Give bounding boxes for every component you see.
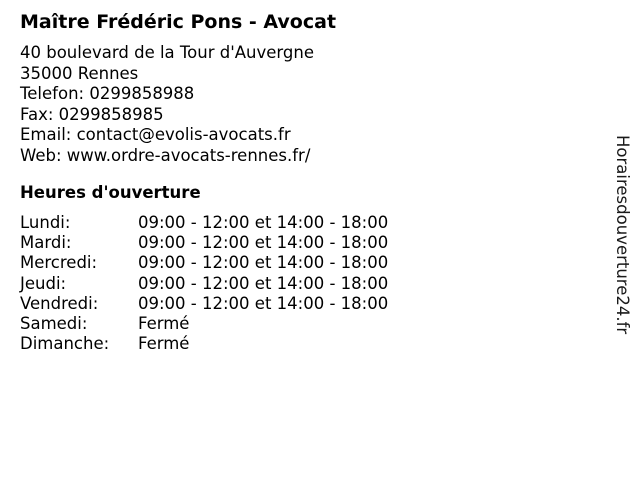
day-label: Dimanche: [20, 334, 110, 354]
address-street: 40 boulevard de la Tour d'Auvergne [20, 43, 315, 62]
day-hours: 09:00 - 12:00 et 14:00 - 18:00 [138, 233, 389, 253]
day-label: Vendredi: [20, 293, 99, 313]
day-label: Lundi: [20, 213, 71, 232]
fax-line: Fax: 0299858985 [20, 104, 164, 124]
day-hours: 09:00 - 12:00 et 14:00 - 18:00 [138, 253, 389, 273]
day-label: Mercredi: [20, 253, 98, 273]
day-hours: 09:00 - 12:00 et 14:00 - 18:00 [138, 293, 389, 313]
day-hours: 09:00 - 12:00 et 14:00 - 18:00 [138, 213, 389, 232]
day-label: Samedi: [20, 313, 88, 333]
day-hours: 09:00 - 12:00 et 14:00 - 18:00 [138, 273, 389, 293]
day-label: Mardi: [20, 233, 72, 253]
phone-line: Telefon: 0299858988 [20, 84, 195, 104]
email-line: Email: contact@evolis-avocats.fr [20, 125, 291, 145]
day-hours: Fermé [138, 313, 190, 333]
site-watermark: Horairesdouverture24.fr [613, 135, 632, 335]
hours-heading: Heures d'ouverture [20, 183, 201, 202]
address-city: 35000 Rennes [20, 63, 139, 83]
day-label: Jeudi: [20, 273, 67, 293]
contact-block [20, 43, 314, 167]
day-hours: Fermé [138, 334, 190, 354]
page-title: Maître Frédéric Pons - Avocat [20, 11, 337, 33]
web-line: Web: www.ordre-avocats-rennes.fr/ [20, 145, 311, 165]
